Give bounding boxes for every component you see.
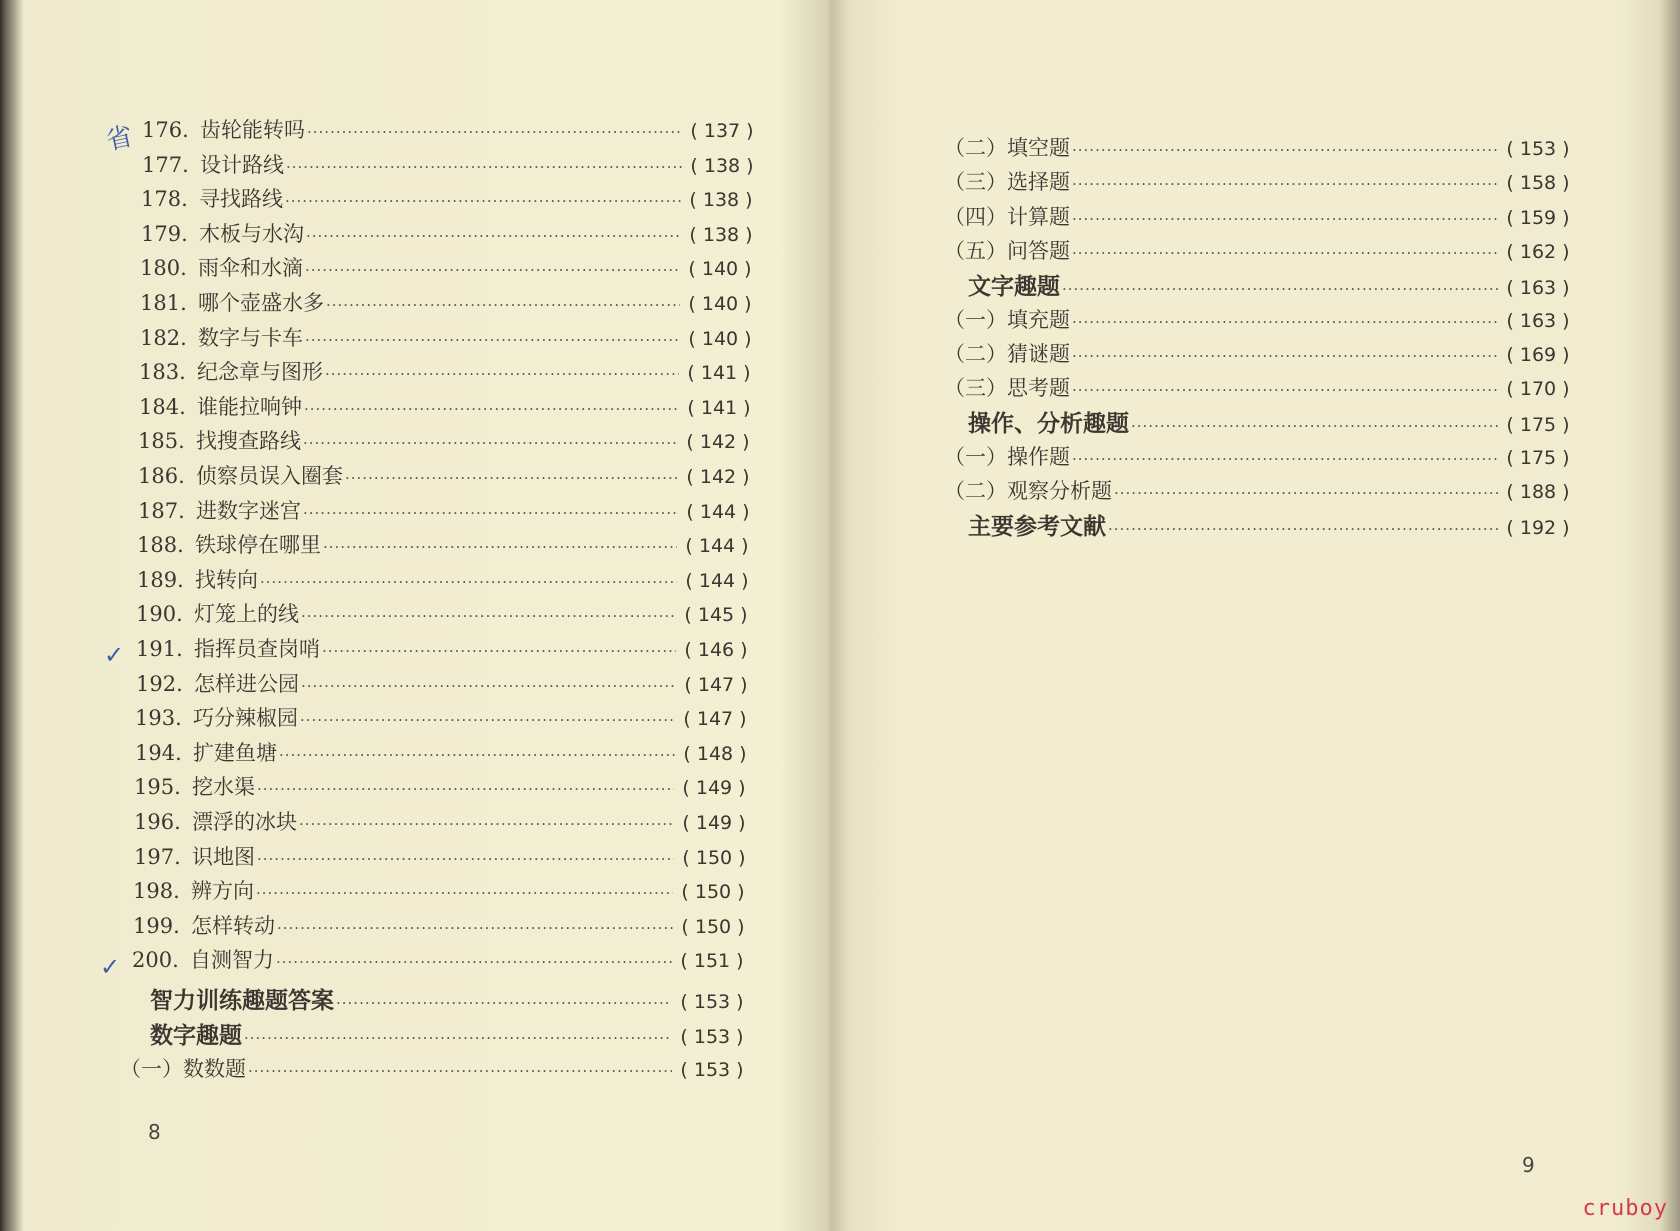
entry-page-number: ( 150 ) <box>681 915 745 938</box>
dot-leader <box>1131 417 1498 435</box>
entry-title: （五）问答题 <box>944 239 1070 263</box>
entry-page-number: ( 149 ) <box>682 777 746 800</box>
dot-leader <box>1072 313 1498 331</box>
entry-page-number: ( 175 ) <box>1506 414 1570 436</box>
dot-leader <box>299 815 674 833</box>
entry-title: 主要参考文献 <box>968 513 1106 540</box>
entry-number: 197. <box>134 844 181 869</box>
entry-title: 设计路线 <box>200 152 284 177</box>
watermark: cruboy <box>1582 1196 1668 1221</box>
toc-entry <box>134 806 754 836</box>
entry-page-number: ( 138 ) <box>689 189 753 212</box>
toc-section-heading <box>968 268 1578 298</box>
handwritten-note-top: 省 <box>103 121 136 157</box>
toc-entry <box>138 425 758 455</box>
handwritten-check-191: ✓ <box>104 641 125 669</box>
dot-leader <box>301 607 676 625</box>
entry-title: 识地图 <box>192 844 255 869</box>
entry-page-number: ( 149 ) <box>682 812 746 834</box>
toc-entry <box>133 875 753 905</box>
dot-leader <box>1072 175 1498 193</box>
toc-entry <box>132 944 752 974</box>
entry-title: 铁球停在哪里 <box>195 533 321 558</box>
entry-page-number: ( 153 ) <box>1506 138 1570 160</box>
entry-title: 怎样进公园 <box>194 671 299 696</box>
entry-title: 木板与水沟 <box>199 221 304 246</box>
toc-entry <box>142 114 762 144</box>
entry-number: 184. <box>139 394 186 419</box>
handwritten-check-200: ✓ <box>100 953 121 981</box>
entry-page-number: ( 153 ) <box>680 991 744 1013</box>
dot-leader <box>326 296 680 314</box>
toc-entry <box>137 564 757 594</box>
entry-page-number: ( 144 ) <box>685 569 749 592</box>
dot-leader <box>260 573 677 591</box>
entry-number: 178. <box>141 187 188 212</box>
entry-page-number: ( 151 ) <box>680 950 744 973</box>
entry-number: 189. <box>137 567 184 592</box>
toc-entry <box>142 149 762 179</box>
entry-number: 182. <box>140 325 187 350</box>
entry-title: （二）填空题 <box>944 136 1070 160</box>
entry-page-number: ( 192 ) <box>1506 517 1570 539</box>
dot-leader <box>1072 450 1498 468</box>
entry-number: 200. <box>132 948 179 973</box>
dot-leader <box>1072 210 1498 228</box>
entry-page-number: ( 147 ) <box>684 673 748 696</box>
entry-number: 187. <box>138 498 185 523</box>
entry-title: （二）观察分析题 <box>944 479 1112 503</box>
dot-leader <box>306 227 681 245</box>
entry-title: （三）思考题 <box>944 376 1070 400</box>
entry-title: 纪念章与图形 <box>197 360 323 385</box>
entry-title: 数字趣题 <box>150 1022 242 1049</box>
dot-leader <box>248 1062 672 1080</box>
entry-number: 179. <box>141 221 188 246</box>
toc-entry <box>135 737 755 767</box>
entry-title: （一）填充题 <box>944 308 1070 332</box>
entry-number: 192. <box>136 671 183 696</box>
dot-leader <box>1072 381 1498 399</box>
toc-sub-entry <box>944 338 1578 368</box>
entry-title: 自测智力 <box>190 948 274 973</box>
entry-title: （二）猜谜题 <box>944 342 1070 366</box>
entry-page-number: ( 170 ) <box>1506 378 1570 400</box>
entry-page-number: ( 137 ) <box>690 120 754 142</box>
toc-entry <box>140 322 760 352</box>
entry-number: 185. <box>138 429 185 454</box>
page-number-left: 8 <box>148 1120 161 1144</box>
dot-leader <box>285 192 681 210</box>
entry-number: 177. <box>142 152 189 177</box>
entry-page-number: ( 162 ) <box>1506 241 1570 263</box>
entry-title: 哪个壶盛水多 <box>198 291 324 315</box>
section-heading-answers <box>150 982 752 1012</box>
entry-page-number: ( 163 ) <box>1506 277 1570 299</box>
entry-title: 操作、分析趣题 <box>968 410 1129 437</box>
entry-title: 辨方向 <box>191 879 254 904</box>
dot-leader <box>1108 520 1498 538</box>
entry-number: 199. <box>133 913 180 938</box>
dot-leader <box>256 884 673 902</box>
entry-page-number: ( 138 ) <box>689 223 753 246</box>
entry-page-number: ( 159 ) <box>1506 207 1570 229</box>
entry-page-number: ( 140 ) <box>688 293 752 315</box>
entry-page-number: ( 145 ) <box>684 604 748 627</box>
left-page <box>0 0 830 1231</box>
toc-entry <box>136 633 756 663</box>
dot-leader <box>286 158 682 176</box>
entry-title: 谁能拉响钟 <box>197 394 302 419</box>
toc-entry <box>137 529 757 559</box>
entry-page-number: ( 188 ) <box>1506 481 1570 503</box>
entry-title: 文字趣题 <box>968 273 1060 300</box>
entry-page-number: ( 142 ) <box>686 466 750 488</box>
entry-number: 188. <box>137 533 184 558</box>
toc-sub-entry <box>944 132 1578 162</box>
toc-entry <box>136 668 756 698</box>
toc-sub-entry <box>944 441 1578 471</box>
entry-title: （四）计算题 <box>944 205 1070 229</box>
dot-leader <box>303 504 678 522</box>
entry-number: 194. <box>135 740 182 765</box>
entry-title: 指挥员查岗哨 <box>194 637 320 661</box>
entry-page-number: ( 142 ) <box>686 431 750 454</box>
entry-page-number: ( 153 ) <box>680 1059 744 1081</box>
entry-number: 198. <box>133 879 180 904</box>
toc-entry <box>141 183 761 213</box>
entry-title: 巧分辣椒园 <box>193 706 298 731</box>
entry-number: 186. <box>138 464 185 488</box>
entry-page-number: ( 146 ) <box>684 639 748 661</box>
toc-entry <box>141 218 761 248</box>
toc-sub-entry <box>944 166 1578 196</box>
toc-entry <box>138 495 758 525</box>
entry-page-number: ( 153 ) <box>680 1026 744 1048</box>
dot-leader <box>279 746 675 764</box>
dot-leader <box>325 365 679 383</box>
toc-entry <box>140 287 760 317</box>
page-number-right: 9 <box>1522 1153 1535 1177</box>
toc-entry <box>140 252 760 282</box>
entry-number: 195. <box>134 775 181 800</box>
dot-leader <box>276 953 672 971</box>
toc-sub-entry <box>944 235 1578 265</box>
dot-leader <box>305 261 680 279</box>
entry-title: 智力训练趣题答案 <box>150 987 334 1014</box>
entry-page-number: ( 158 ) <box>1506 172 1570 194</box>
dot-leader <box>303 434 678 452</box>
entry-number: 191. <box>136 637 183 661</box>
dot-leader <box>1072 244 1498 262</box>
entry-title: 进数字迷宫 <box>196 498 301 523</box>
entry-title: （一）数数题 <box>120 1057 246 1081</box>
entry-number: 180. <box>140 256 187 281</box>
entry-title: 挖水渠 <box>192 775 255 800</box>
toc-entry <box>135 702 755 732</box>
dot-leader <box>257 850 674 868</box>
entry-title: 寻找路线 <box>199 187 283 212</box>
toc-entry <box>139 391 759 421</box>
entry-title: 数字与卡车 <box>198 325 303 350</box>
dot-leader <box>1114 484 1498 502</box>
dot-leader <box>345 469 678 487</box>
dot-leader <box>305 331 680 349</box>
entry-number: 183. <box>139 360 186 385</box>
entry-title: 扩建鱼塘 <box>193 740 277 765</box>
toc-entry <box>134 841 754 871</box>
entry-title: 怎样转动 <box>191 913 275 938</box>
dot-leader <box>322 642 676 660</box>
entry-page-number: ( 138 ) <box>690 154 754 177</box>
dot-leader <box>301 677 676 695</box>
entry-title: 齿轮能转吗 <box>200 118 305 142</box>
toc-entry <box>138 460 758 490</box>
entry-page-number: ( 150 ) <box>681 881 745 904</box>
toc-sub-entry <box>944 372 1578 402</box>
entry-title: （三）选择题 <box>944 170 1070 194</box>
dot-leader <box>244 1029 672 1047</box>
right-page <box>830 0 1680 1231</box>
toc-entry <box>133 910 753 940</box>
dot-leader <box>323 538 677 556</box>
dot-leader <box>1072 347 1498 365</box>
entry-title: 找转向 <box>195 567 258 592</box>
toc-entry <box>134 771 754 801</box>
entry-page-number: ( 148 ) <box>683 742 747 765</box>
entry-title: （一）操作题 <box>944 445 1070 469</box>
entry-page-number: ( 163 ) <box>1506 310 1570 332</box>
dot-leader <box>1072 141 1498 159</box>
toc-entry <box>136 598 756 628</box>
dot-leader <box>277 919 673 937</box>
entry-page-number: ( 144 ) <box>685 535 749 558</box>
toc-section-heading <box>968 508 1578 538</box>
entry-page-number: ( 150 ) <box>682 846 746 869</box>
section-heading-numbers <box>150 1017 752 1047</box>
entry-title: 雨伞和水滴 <box>198 256 303 281</box>
entry-title: 找搜查路线 <box>196 429 301 454</box>
entry-page-number: ( 141 ) <box>687 362 751 385</box>
entry-number: 181. <box>140 291 187 315</box>
entry-page-number: ( 140 ) <box>688 258 752 281</box>
entry-page-number: ( 175 ) <box>1506 447 1570 469</box>
toc-sub-entry <box>944 475 1578 505</box>
entry-title: 侦察员误入圈套 <box>196 464 343 488</box>
toc-sub-entry <box>944 304 1578 334</box>
dot-leader <box>336 994 672 1012</box>
entry-title: 灯笼上的线 <box>194 602 299 627</box>
toc-sub-entry <box>120 1053 752 1083</box>
dot-leader <box>300 711 675 729</box>
dot-leader <box>304 400 679 418</box>
dot-leader <box>307 123 682 141</box>
entry-number: 176. <box>142 118 189 142</box>
toc-sub-entry <box>944 201 1578 231</box>
entry-number: 196. <box>134 810 181 834</box>
dot-leader <box>1062 280 1498 298</box>
entry-page-number: ( 169 ) <box>1506 344 1570 366</box>
entry-page-number: ( 147 ) <box>683 708 747 731</box>
entry-number: 190. <box>136 602 183 627</box>
entry-title: 漂浮的冰块 <box>192 810 297 834</box>
entry-page-number: ( 140 ) <box>688 327 752 350</box>
entry-number: 193. <box>135 706 182 731</box>
toc-entry <box>139 356 759 386</box>
entry-page-number: ( 141 ) <box>687 396 751 419</box>
dot-leader <box>257 780 674 798</box>
entry-page-number: ( 144 ) <box>686 500 750 523</box>
toc-section-heading <box>968 405 1578 435</box>
